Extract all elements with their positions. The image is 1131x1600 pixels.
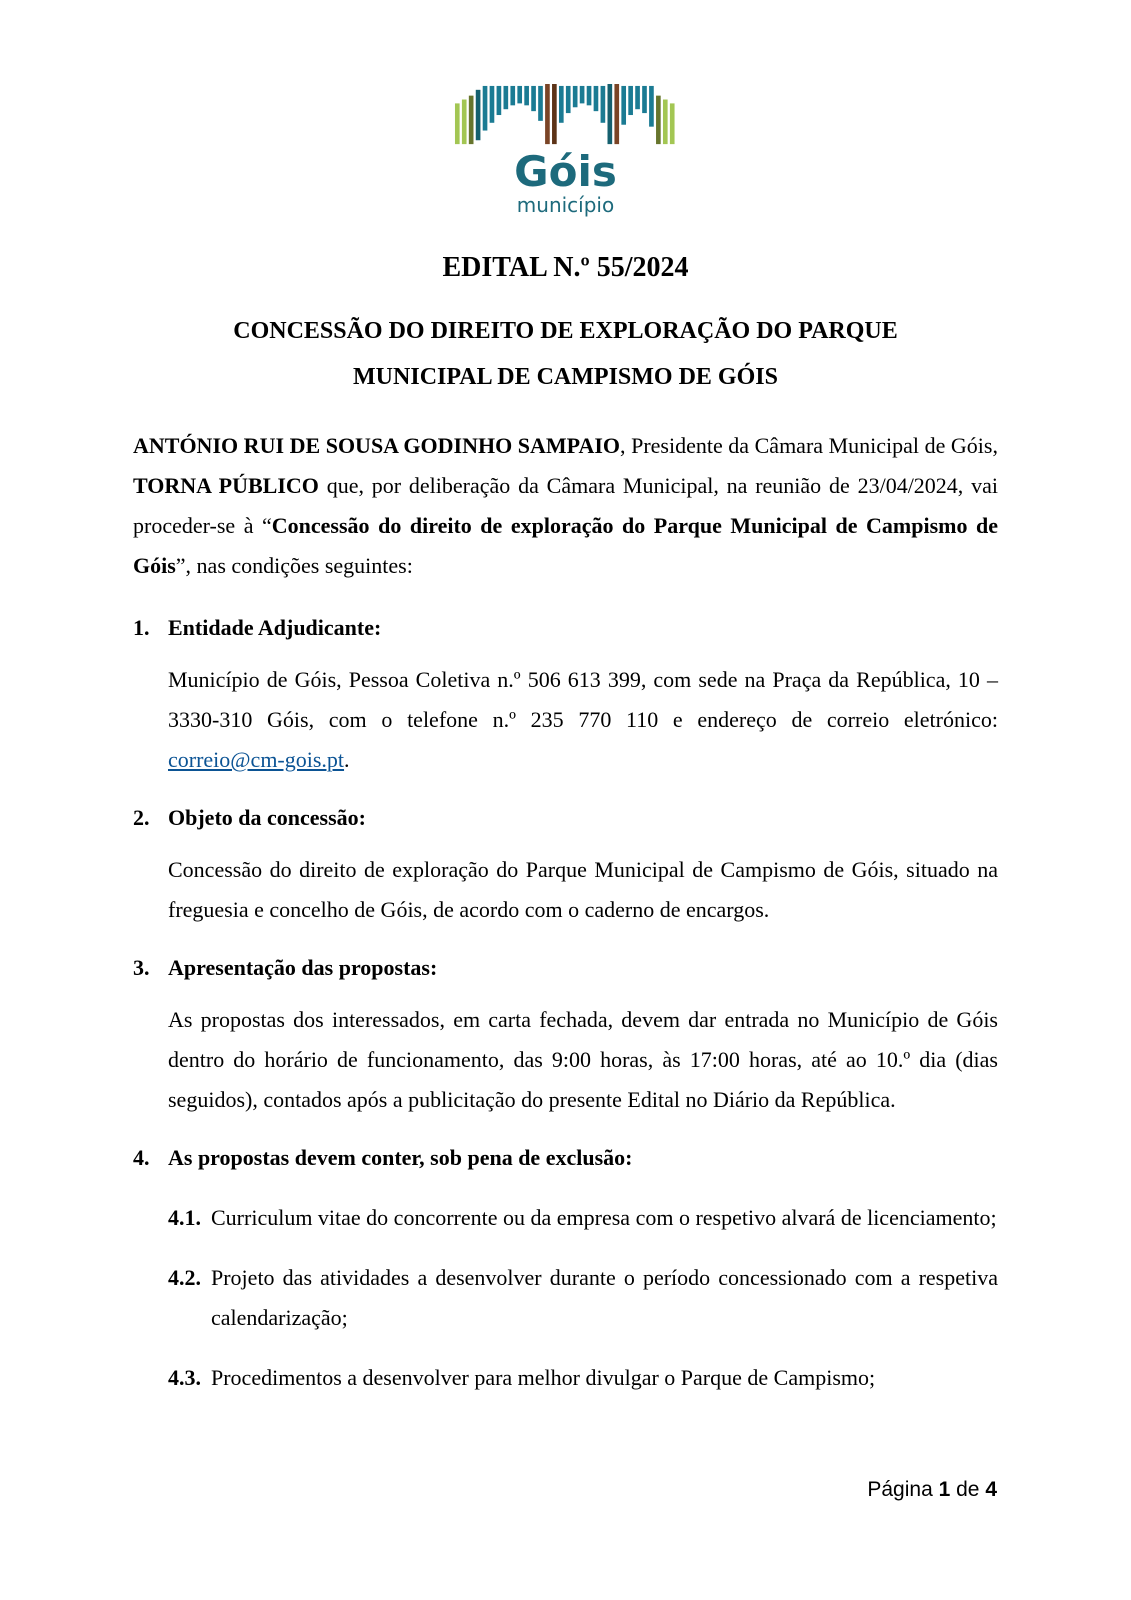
edital-subtitle bbox=[133, 308, 998, 400]
section-1-heading bbox=[133, 608, 998, 648]
item-4-1-number: 4.1. bbox=[168, 1205, 201, 1231]
edital-subtitle-line1: CONCESSÃO DO DIREITO DE EXPLORAÇÃO DO PARQUE bbox=[233, 318, 898, 345]
intro-paragraph: ANTÓNIO RUI DE SOUSA GODINHO SAMPAIO, Presidente da Câmara Municipal de Góis, TORNA PÚBLICO que, por deliberação da Câmara Municipal, na reunião de 23/04/2024, vai proceder-se à “Concessão do direito de exploração do Parque Municipal de Campismo de Góis”, nas condições seguintes: bbox=[133, 433, 998, 579]
item-4-1-text: Curriculum vitae do concorrente ou da empresa com o respetivo alvará de licenciamento; bbox=[211, 1205, 997, 1231]
president-name: ANTÓNIO RUI DE SOUSA GODINHO SAMPAIO bbox=[133, 433, 621, 459]
list-item-4-3 bbox=[168, 1358, 998, 1398]
section-3-body: As propostas dos interessados, em carta fechada, devem dar entrada no Município de Góis dentro do horário de funcionamento, das 9:00 horas, às 17:00 horas, até ao 10.º dia (dias seguidos), contados após a publicitação do presente Edital no Diário da República. bbox=[168, 1007, 998, 1113]
edital-subtitle-line2: MUNICIPAL DE CAMPISMO DE GÓIS bbox=[353, 364, 778, 391]
page-number-footer: Página 1 de 4 bbox=[867, 1478, 997, 1501]
section-propostas-devem-conter bbox=[133, 1138, 998, 1398]
section-4-heading-text: As propostas devem conter, sob pena de exclusão: bbox=[168, 1145, 633, 1171]
item-4-3-number: 4.3. bbox=[168, 1365, 201, 1391]
section-1-body: Município de Góis, Pessoa Coletiva n.º 506 613 399, com sede na Praça da República, 10 – 3330-310 Góis, com o telefone n.º 235 770 110 e endereço de correio eletrónico: correio@cm-gois.pt. bbox=[168, 667, 998, 773]
section-apresentacao-das-propostas bbox=[133, 948, 998, 1120]
section-objeto-da-concessao bbox=[133, 798, 998, 930]
item-4-2-number: 4.2. bbox=[168, 1265, 201, 1291]
section-2-heading bbox=[133, 798, 998, 838]
concession-title: Concessão do direito de exploração do Parque Municipal de Campismo de Góis bbox=[133, 513, 998, 579]
item-4-3-text: Procedimentos a desenvolver para melhor divulgar o Parque de Campismo; bbox=[211, 1365, 876, 1391]
municipality-logo bbox=[0, 0, 1131, 216]
edital-title: EDITAL N.º 55/2024 bbox=[442, 252, 689, 284]
section-2-body: Concessão do direito de exploração do Parque Municipal de Campismo de Góis, situado na freguesia e concelho de Góis, de acordo com o caderno de encargos. bbox=[168, 857, 998, 923]
section-1-heading-text: Entidade Adjudicante: bbox=[168, 615, 382, 641]
item-4-2-text: Projeto das atividades a desenvolver durante o período concessionado com a respetiva calendarização; bbox=[211, 1265, 998, 1331]
bridge-logo-icon bbox=[453, 84, 679, 148]
section-entidade-adjudicante bbox=[133, 608, 998, 780]
logo-municipality-name: Góis bbox=[514, 147, 617, 196]
section-3-number: 3. bbox=[133, 955, 150, 981]
section-2-number: 2. bbox=[133, 805, 150, 831]
section-1-number: 1. bbox=[133, 615, 150, 641]
list-item-4-1 bbox=[168, 1198, 998, 1238]
torna-publico: TORNA PÚBLICO bbox=[133, 473, 319, 499]
section-4-heading bbox=[133, 1138, 998, 1178]
section-4-number: 4. bbox=[133, 1145, 150, 1171]
section-3-heading bbox=[133, 948, 998, 988]
document-content bbox=[133, 252, 998, 1398]
list-item-4-2 bbox=[168, 1258, 998, 1338]
logo-municipality-subtitle: município bbox=[516, 193, 615, 218]
total-page-count: 4 bbox=[985, 1478, 997, 1501]
email-link[interactable]: correio@cm-gois.pt bbox=[168, 747, 345, 773]
current-page-number: 1 bbox=[938, 1478, 951, 1501]
section-3-heading-text: Apresentação das propostas: bbox=[168, 955, 438, 981]
section-2-heading-text: Objeto da concessão: bbox=[168, 805, 366, 831]
